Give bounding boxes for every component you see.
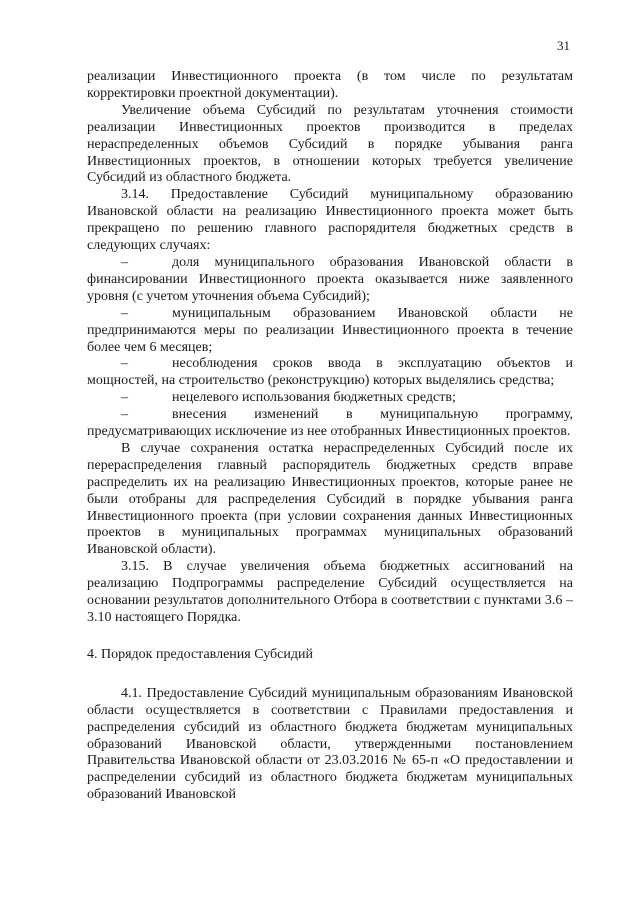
list-item-dash: [87, 306, 573, 357]
section-heading: 4. Порядок предоставления Субсидий: [87, 646, 313, 662]
list-item-dash: [87, 255, 573, 306]
paragraph-3-14: [87, 187, 573, 255]
list-item-dash: [87, 356, 573, 390]
document-body: [87, 69, 573, 804]
dash-marker: –: [121, 254, 128, 270]
paragraph-text: 4.1. Предоставление Субсидий муниципальным образованиям Ивановской области осуществляется в соответствии с Правилами предоставления и распределения субсидий из областного бюджета бюджетам муниципальных образований Ивановской области, утвержденными постановлением Правительства Ивановской области от 23.03.2016 № 65-п «О предоставлении и распределении субсидий из областного бюджета бюджетам муниципальных образований Ивановской: [87, 685, 573, 803]
list-item-text: доля муниципального образования Ивановской области в финансировании Инвестиционного проекта оказывается ниже заявленного уровня (с учетом уточнения объема Субсидий);: [87, 254, 573, 304]
list-item-text: муниципальным образованием Ивановской области не предпринимаются меры по реализации Инвестиционного проекта в течение более чем 6 месяцев;: [87, 305, 573, 355]
paragraph-subsidy-increase: [87, 103, 573, 188]
dash-marker: –: [121, 356, 128, 372]
paragraph-text: Увеличение объема Субсидий по результатам уточнения стоимости реализации Инвестиционных проектов производится в пределах нераспределенных объемов Субсидий в порядке убывания ранга Инвестиционных проектов, в отношении которых требуется увеличение Субсидий из областного бюджета.: [87, 102, 573, 186]
paragraph-text: 3.14. Предоставление Субсидий муниципальному образованию Ивановской области на реализацию Инвестиционного проекта может быть прекращено по решению главного распорядителя бюджетных средств в следующих случаях:: [87, 187, 573, 254]
paragraph-continuation: [87, 69, 573, 103]
paragraph-remaining-subsidies: [87, 441, 573, 559]
list-item-dash: [87, 390, 573, 407]
paragraph-3-15: [87, 559, 573, 627]
dash-marker: –: [121, 390, 128, 406]
list-item-dash: [87, 407, 573, 441]
list-item-text: внесения изменений в муниципальную программу, предусматривающих исключение из нее отобранных Инвестиционных проектов.: [87, 407, 573, 440]
paragraph-text: реализации Инвестиционного проекта (в том числе по результатам корректировки проектной документации).: [87, 69, 573, 101]
list-item-text: несоблюдения сроков ввода в эксплуатацию объектов и мощностей, на строительство (реконструкцию) которых выделялись средства;: [87, 356, 573, 389]
page-number: 31: [557, 38, 570, 53]
paragraph-text: 3.15. В случае увеличения объема бюджетных ассигнований на реализацию Подпрограммы распределение Субсидий осуществляется на основании результатов дополнительного Отбора в соответствии с пунктами 3.6 – 3.10 настоящего Порядка.: [87, 559, 573, 625]
paragraph-4-1: [87, 686, 573, 804]
dash-marker: –: [121, 407, 128, 423]
paragraph-text: В случае сохранения остатка нераспределенных Субсидий после их перераспределения главный распорядитель бюджетных средств вправе распределить их на реализацию Инвестиционных проектов, которые ранее не были отобраны для распределения Субсидий в порядке убывания ранга Инвестиционного проекта (при условии сохранения данных Инвестиционных проектов в муниципальных программах муниципальных образований Ивановской области).: [87, 440, 573, 558]
list-item-text: нецелевого использования бюджетных средств;: [172, 390, 456, 406]
dash-marker: –: [121, 305, 128, 321]
